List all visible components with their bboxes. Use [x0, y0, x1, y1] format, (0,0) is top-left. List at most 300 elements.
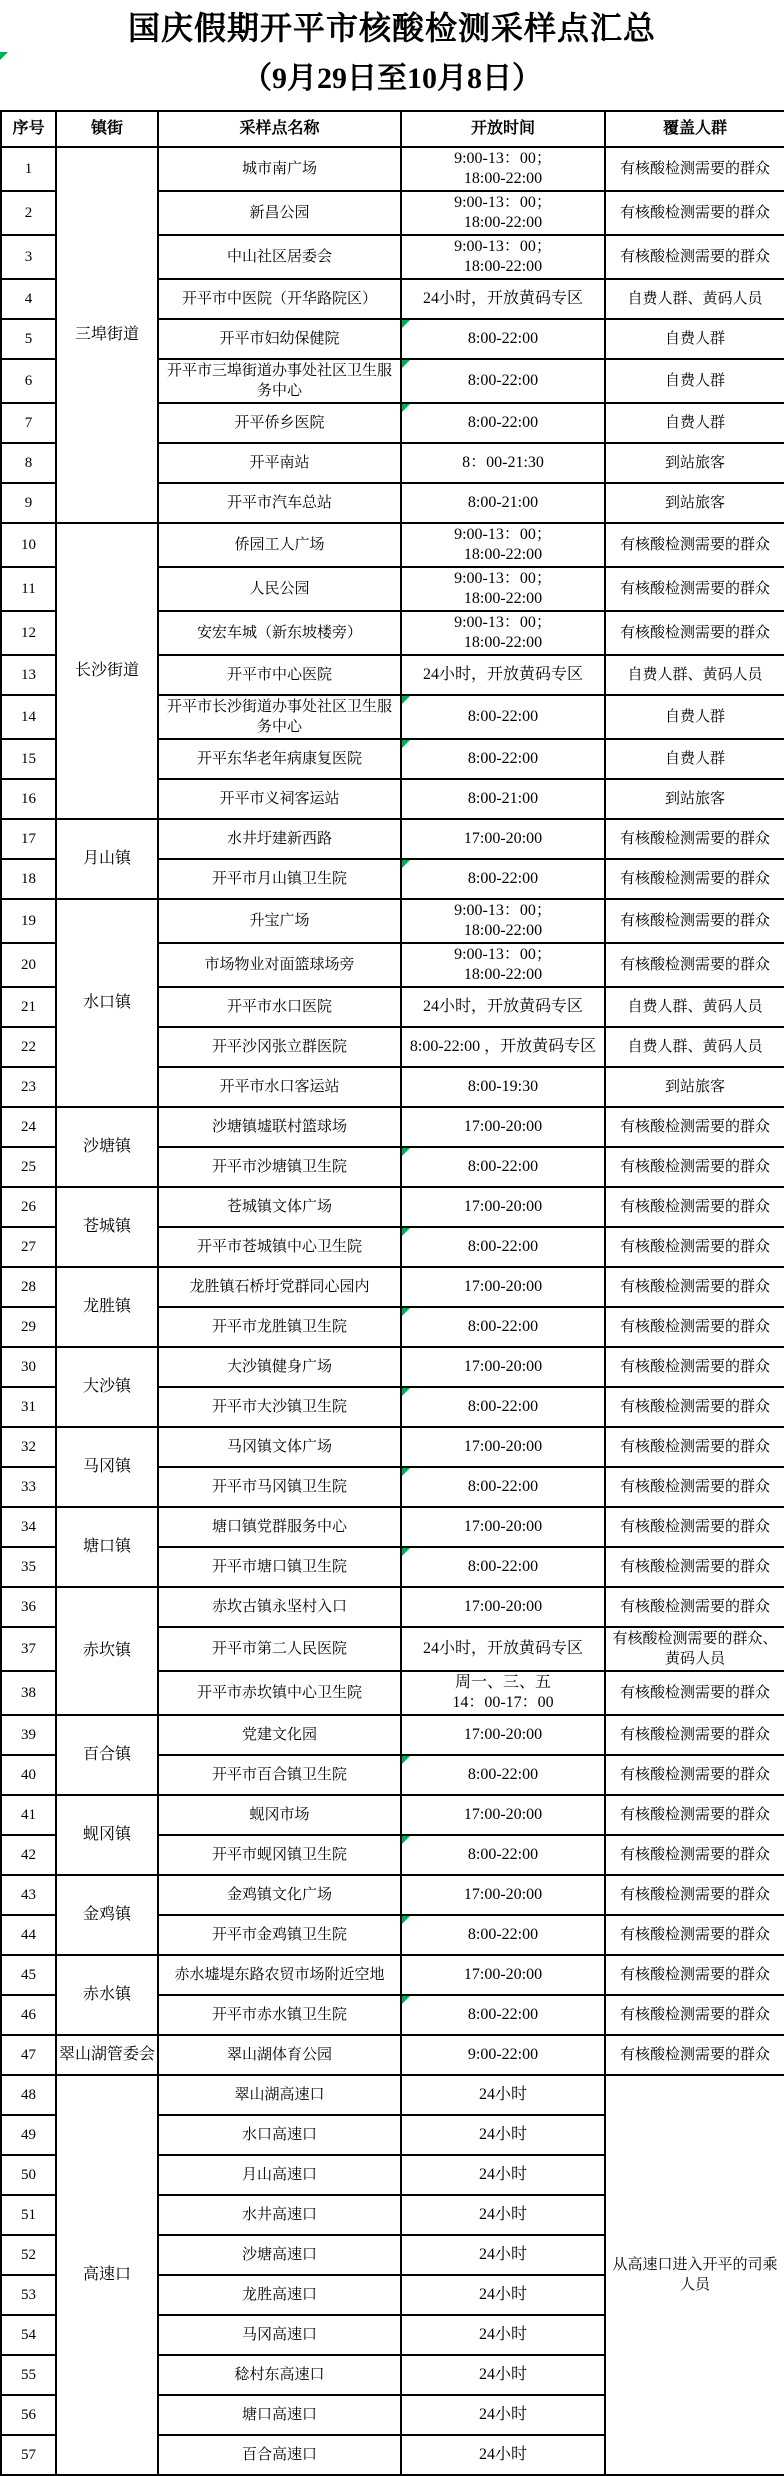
site-cell: 人民公园: [158, 567, 401, 611]
time-line: 24小时: [478, 2246, 527, 2263]
comment-marker-icon: [402, 1468, 410, 1476]
town-cell: 大沙镇: [56, 1347, 158, 1427]
site-cell: 开平市水口医院: [158, 987, 401, 1027]
site-cell: 金鸡镇文化广场: [158, 1875, 401, 1915]
table-row: [1, 2075, 784, 2115]
comment-marker-icon: [402, 360, 410, 368]
time-line: 8:00-22:00: [467, 1318, 539, 1335]
time-cell: [401, 899, 605, 943]
time-line: 8:00-22:00: [467, 2006, 539, 2023]
time-cell: [401, 779, 605, 819]
table-row: [1, 2035, 784, 2075]
table-body: [1, 147, 784, 2475]
people-cell: 有核酸检测需要的群众: [605, 819, 784, 859]
page-title-line1: 国庆假期开平市核酸检测采样点汇总: [127, 10, 656, 46]
table-row: [1, 1795, 784, 1835]
town-cell: 三埠街道: [56, 147, 158, 523]
site-cell: 开平市水口客运站: [158, 1067, 401, 1107]
people-cell: 有核酸检测需要的群众: [605, 191, 784, 235]
time-line: 17:00-20:00: [463, 1518, 543, 1535]
table-row: [1, 1875, 784, 1915]
time-cell: [401, 1587, 605, 1627]
time-line: 24小时: [478, 2406, 527, 2423]
table-row: [1, 1955, 784, 1995]
people-cell: 有核酸检测需要的群众: [605, 1427, 784, 1467]
time-cell: [401, 2435, 605, 2475]
seq-cell: 15: [1, 739, 56, 779]
table-row: [1, 147, 784, 191]
time-cell: [401, 1027, 605, 1067]
site-cell: 百合高速口: [158, 2435, 401, 2475]
people-cell: 有核酸检测需要的群众: [605, 899, 784, 943]
site-cell: 升宝广场: [158, 899, 401, 943]
comment-marker-icon: [402, 1228, 410, 1236]
time-line: 8:00-22:00: [467, 750, 539, 767]
time-line: 24小时: [478, 2446, 527, 2463]
time-cell: [401, 1227, 605, 1267]
time-cell: [401, 1387, 605, 1427]
time-line: 8:00-22:00: [467, 708, 539, 725]
seq-cell: 52: [1, 2235, 56, 2275]
people-cell: 自费人群: [605, 739, 784, 779]
time-line: 24小时: [478, 2206, 527, 2223]
seq-cell: 11: [1, 567, 56, 611]
people-cell: 自费人群、黄码人员: [605, 987, 784, 1027]
time-line: 24小时，开放黄码专区: [422, 1640, 583, 1657]
time-line: 17:00-20:00: [463, 1886, 543, 1903]
comment-marker-icon: [402, 1996, 410, 2004]
time-cell: [401, 483, 605, 523]
time-line: 8:00-22:00: [467, 414, 539, 431]
header-row: [1, 111, 784, 147]
site-cell: 水井高速口: [158, 2195, 401, 2235]
people-cell: 有核酸检测需要的群众: [605, 1755, 784, 1795]
site-cell: 开平市赤水镇卫生院: [158, 1995, 401, 2035]
people-cell: 有核酸检测需要的群众: [605, 859, 784, 899]
time-line: 18:00-22:00: [463, 590, 543, 607]
time-cell: [401, 1627, 605, 1671]
time-cell: [401, 943, 605, 987]
seq-cell: 7: [1, 403, 56, 443]
time-cell: [401, 2155, 605, 2195]
seq-cell: 19: [1, 899, 56, 943]
site-cell: 新昌公园: [158, 191, 401, 235]
seq-cell: 51: [1, 2195, 56, 2235]
site-cell: 水口高速口: [158, 2115, 401, 2155]
seq-cell: 4: [1, 279, 56, 319]
site-cell: 中山社区居委会: [158, 235, 401, 279]
table-header: [1, 111, 784, 147]
sampling-points-table: [0, 110, 784, 2476]
people-cell: 有核酸检测需要的群众: [605, 1467, 784, 1507]
people-cell: 有核酸检测需要的群众: [605, 1267, 784, 1307]
time-line: 8:00-19:30: [467, 1078, 539, 1095]
table-row: [1, 1347, 784, 1387]
time-cell: [401, 1507, 605, 1547]
time-line: 17:00-20:00: [463, 830, 543, 847]
time-line: 9:00-22:00: [467, 2046, 539, 2063]
site-cell: 侨园工人广场: [158, 523, 401, 567]
time-cell: [401, 2395, 605, 2435]
column-header: 镇街: [56, 111, 158, 147]
seq-cell: 40: [1, 1755, 56, 1795]
time-cell: [401, 443, 605, 483]
people-cell: 有核酸检测需要的群众: [605, 1387, 784, 1427]
site-cell: 水井圩建新西路: [158, 819, 401, 859]
time-cell: [401, 611, 605, 655]
site-cell: 安宏车城（新东坡楼旁）: [158, 611, 401, 655]
time-line: 9:00-13：00；: [454, 946, 552, 963]
time-cell: [401, 1835, 605, 1875]
time-line: 18:00-22:00: [463, 966, 543, 983]
time-line: 9:00-13：00；: [454, 526, 552, 543]
time-line: 9:00-13：00；: [454, 614, 552, 631]
site-cell: 马冈镇文体广场: [158, 1427, 401, 1467]
seq-cell: 55: [1, 2355, 56, 2395]
table-row: [1, 1267, 784, 1307]
time-cell: [401, 2035, 605, 2075]
comment-marker-icon: [402, 1756, 410, 1764]
seq-cell: 36: [1, 1587, 56, 1627]
table-row: [1, 1587, 784, 1627]
site-cell: 开平侨乡医院: [158, 403, 401, 443]
site-cell: 开平市沙塘镇卫生院: [158, 1147, 401, 1187]
town-cell: 苍城镇: [56, 1187, 158, 1267]
seq-cell: 37: [1, 1627, 56, 1671]
time-cell: [401, 987, 605, 1027]
town-cell: 沙塘镇: [56, 1107, 158, 1187]
seq-cell: 29: [1, 1307, 56, 1347]
table-row: [1, 1187, 784, 1227]
time-line: 8:00-22:00: [467, 1766, 539, 1783]
people-cell: 到站旅客: [605, 1067, 784, 1107]
seq-cell: 30: [1, 1347, 56, 1387]
time-line: 18:00-22:00: [463, 546, 543, 563]
time-line: 24小时: [478, 2086, 527, 2103]
seq-cell: 27: [1, 1227, 56, 1267]
seq-cell: 47: [1, 2035, 56, 2075]
time-line: 8:00-22:00: [467, 1478, 539, 1495]
time-cell: [401, 1347, 605, 1387]
time-cell: [401, 1795, 605, 1835]
site-cell: 稔村东高速口: [158, 2355, 401, 2395]
time-cell: [401, 1187, 605, 1227]
site-cell: 马冈高速口: [158, 2315, 401, 2355]
time-cell: [401, 1875, 605, 1915]
time-line: 8：00-21:30: [462, 454, 544, 471]
people-cell: 有核酸检测需要的群众: [605, 1795, 784, 1835]
time-line: 8:00-22:00: [467, 1398, 539, 1415]
site-cell: 塘口高速口: [158, 2395, 401, 2435]
time-cell: [401, 1955, 605, 1995]
time-line: 17:00-20:00: [463, 1198, 543, 1215]
people-cell: 有核酸检测需要的群众: [605, 1547, 784, 1587]
seq-cell: 38: [1, 1671, 56, 1715]
site-cell: 翠山湖高速口: [158, 2075, 401, 2115]
town-cell: 赤水镇: [56, 1955, 158, 2035]
time-cell: [401, 2195, 605, 2235]
seq-cell: 14: [1, 695, 56, 739]
people-cell: 有核酸检测需要的群众: [605, 1587, 784, 1627]
table-row: [1, 1107, 784, 1147]
column-header: 开放时间: [401, 111, 605, 147]
page-title-line2: （9月29日至10月8日）: [242, 62, 542, 95]
time-line: 24小时: [478, 2126, 527, 2143]
people-cell: 自费人群: [605, 359, 784, 403]
time-line: 17:00-20:00: [463, 1118, 543, 1135]
town-cell: 月山镇: [56, 819, 158, 899]
seq-cell: 44: [1, 1915, 56, 1955]
town-cell: 高速口: [56, 2075, 158, 2475]
site-cell: 市场物业对面篮球场旁: [158, 943, 401, 987]
comment-marker-icon: [402, 860, 410, 868]
time-line: 17:00-20:00: [463, 1278, 543, 1295]
town-cell: 翠山湖管委会: [56, 2035, 158, 2075]
time-cell: [401, 2355, 605, 2395]
time-line: 24小时，开放黄码专区: [422, 666, 583, 683]
time-line: 8:00-21:00: [467, 494, 539, 511]
site-cell: 沙塘镇墟联村篮球场: [158, 1107, 401, 1147]
seq-cell: 53: [1, 2275, 56, 2315]
people-cell: 有核酸检测需要的群众: [605, 147, 784, 191]
time-cell: [401, 1547, 605, 1587]
time-line: 周一、三、五: [454, 1674, 551, 1691]
time-cell: [401, 279, 605, 319]
site-cell: 开平市金鸡镇卫生院: [158, 1915, 401, 1955]
time-cell: [401, 1715, 605, 1755]
town-cell: 百合镇: [56, 1715, 158, 1795]
table-row: [1, 1427, 784, 1467]
time-cell: [401, 1427, 605, 1467]
comment-marker-icon: [402, 1916, 410, 1924]
time-cell: [401, 567, 605, 611]
seq-cell: 12: [1, 611, 56, 655]
seq-cell: 42: [1, 1835, 56, 1875]
time-cell: [401, 147, 605, 191]
seq-cell: 35: [1, 1547, 56, 1587]
seq-cell: 18: [1, 859, 56, 899]
time-cell: [401, 1267, 605, 1307]
seq-cell: 9: [1, 483, 56, 523]
seq-cell: 8: [1, 443, 56, 483]
town-cell: 蚬冈镇: [56, 1795, 158, 1875]
time-line: 8:00-22:00: [467, 1238, 539, 1255]
site-cell: 月山高速口: [158, 2155, 401, 2195]
seq-cell: 57: [1, 2435, 56, 2475]
column-header: 覆盖人群: [605, 111, 784, 147]
people-cell: 有核酸检测需要的群众: [605, 1671, 784, 1715]
seq-cell: 21: [1, 987, 56, 1027]
time-cell: [401, 2235, 605, 2275]
seq-cell: 56: [1, 2395, 56, 2435]
time-line: 18:00-22:00: [463, 214, 543, 231]
seq-cell: 3: [1, 235, 56, 279]
time-cell: [401, 403, 605, 443]
seq-cell: 10: [1, 523, 56, 567]
site-cell: 开平市义祠客运站: [158, 779, 401, 819]
time-line: 9:00-13：00；: [454, 194, 552, 211]
time-cell: [401, 1107, 605, 1147]
time-line: 8:00-22:00: [467, 1926, 539, 1943]
time-line: 8:00-22:00: [467, 1158, 539, 1175]
people-cell: 有核酸检测需要的群众: [605, 1187, 784, 1227]
site-cell: 龙胜镇石桥圩党群同心园内: [158, 1267, 401, 1307]
comment-marker-icon: [402, 740, 410, 748]
seq-cell: 28: [1, 1267, 56, 1307]
town-cell: 金鸡镇: [56, 1875, 158, 1955]
people-cell: 有核酸检测需要的群众: [605, 523, 784, 567]
people-cell: 有核酸检测需要的群众: [605, 1715, 784, 1755]
time-cell: [401, 1915, 605, 1955]
people-cell: 有核酸检测需要的群众: [605, 611, 784, 655]
seq-cell: 5: [1, 319, 56, 359]
time-cell: [401, 1147, 605, 1187]
people-cell: 有核酸检测需要的群众: [605, 1107, 784, 1147]
seq-cell: 16: [1, 779, 56, 819]
table-row: [1, 819, 784, 859]
site-cell: 赤水墟堤东路农贸市场附近空地: [158, 1955, 401, 1995]
seq-cell: 25: [1, 1147, 56, 1187]
time-line: 24小时: [478, 2366, 527, 2383]
time-line: 17:00-20:00: [463, 1358, 543, 1375]
seq-cell: 6: [1, 359, 56, 403]
seq-cell: 34: [1, 1507, 56, 1547]
site-cell: 开平市马冈镇卫生院: [158, 1467, 401, 1507]
site-cell: 开平市汽车总站: [158, 483, 401, 523]
time-line: 24小时: [478, 2166, 527, 2183]
time-cell: [401, 655, 605, 695]
time-line: 24小时: [478, 2286, 527, 2303]
town-cell: 水口镇: [56, 899, 158, 1107]
seq-cell: 46: [1, 1995, 56, 2035]
time-line: 17:00-20:00: [463, 1726, 543, 1743]
time-line: 24小时: [478, 2326, 527, 2343]
comment-marker-icon: [402, 1388, 410, 1396]
site-cell: 开平沙冈张立群医院: [158, 1027, 401, 1067]
seq-cell: 26: [1, 1187, 56, 1227]
seq-cell: 43: [1, 1875, 56, 1915]
time-line: 18:00-22:00: [463, 170, 543, 187]
site-cell: 沙塘高速口: [158, 2235, 401, 2275]
seq-cell: 54: [1, 2315, 56, 2355]
time-cell: [401, 1307, 605, 1347]
comment-flag-icon: [0, 52, 8, 60]
town-cell: 塘口镇: [56, 1507, 158, 1587]
time-line: 17:00-20:00: [463, 1966, 543, 1983]
time-line: 9:00-13：00；: [454, 238, 552, 255]
seq-cell: 41: [1, 1795, 56, 1835]
time-cell: [401, 2275, 605, 2315]
site-cell: 开平市苍城镇中心卫生院: [158, 1227, 401, 1267]
seq-cell: 48: [1, 2075, 56, 2115]
people-cell: 自费人群: [605, 319, 784, 359]
people-cell: 有核酸检测需要的群众: [605, 1507, 784, 1547]
time-cell: [401, 191, 605, 235]
site-cell: 龙胜高速口: [158, 2275, 401, 2315]
time-line: 9:00-13：00；: [454, 150, 552, 167]
time-cell: [401, 1067, 605, 1107]
seq-cell: 2: [1, 191, 56, 235]
comment-marker-icon: [402, 1836, 410, 1844]
column-header: 序号: [1, 111, 56, 147]
time-cell: [401, 1467, 605, 1507]
time-cell: [401, 523, 605, 567]
site-cell: 开平市百合镇卫生院: [158, 1755, 401, 1795]
people-cell: 有核酸检测需要的群众: [605, 1835, 784, 1875]
time-line: 18:00-22:00: [463, 922, 543, 939]
time-line: 24小时，开放黄码专区: [422, 290, 583, 307]
time-cell: [401, 359, 605, 403]
table-row: [1, 1507, 784, 1547]
time-line: 9:00-13：00；: [454, 570, 552, 587]
people-cell: 到站旅客: [605, 779, 784, 819]
people-cell: 有核酸检测需要的群众: [605, 1995, 784, 2035]
time-cell: [401, 1995, 605, 2035]
seq-cell: 13: [1, 655, 56, 695]
time-cell: [401, 2115, 605, 2155]
time-line: 17:00-20:00: [463, 1438, 543, 1455]
seq-cell: 23: [1, 1067, 56, 1107]
people-cell: 有核酸检测需要的群众: [605, 567, 784, 611]
site-cell: 开平市三埠街道办事处社区卫生服务中心: [158, 359, 401, 403]
people-cell: 从高速口进入开平的司乘人员: [605, 2075, 784, 2475]
time-cell: [401, 319, 605, 359]
people-cell: 到站旅客: [605, 443, 784, 483]
comment-marker-icon: [402, 1148, 410, 1156]
site-cell: 城市南广场: [158, 147, 401, 191]
time-cell: [401, 1755, 605, 1795]
site-cell: 塘口镇党群服务中心: [158, 1507, 401, 1547]
page-title: [0, 0, 784, 102]
town-cell: 龙胜镇: [56, 1267, 158, 1347]
time-cell: [401, 819, 605, 859]
time-line: 14：00-17：00: [452, 1694, 554, 1711]
comment-marker-icon: [402, 404, 410, 412]
seq-cell: 31: [1, 1387, 56, 1427]
site-cell: 开平市龙胜镇卫生院: [158, 1307, 401, 1347]
people-cell: 有核酸检测需要的群众: [605, 1915, 784, 1955]
people-cell: 有核酸检测需要的群众: [605, 1347, 784, 1387]
time-cell: [401, 1671, 605, 1715]
seq-cell: 20: [1, 943, 56, 987]
site-cell: 开平市蚬冈镇卫生院: [158, 1835, 401, 1875]
time-line: 8:00-22:00: [467, 372, 539, 389]
seq-cell: 39: [1, 1715, 56, 1755]
people-cell: 有核酸检测需要的群众: [605, 235, 784, 279]
site-cell: 开平市月山镇卫生院: [158, 859, 401, 899]
people-cell: 自费人群、黄码人员: [605, 1027, 784, 1067]
town-cell: 长沙街道: [56, 523, 158, 819]
comment-marker-icon: [402, 320, 410, 328]
site-cell: 苍城镇文体广场: [158, 1187, 401, 1227]
time-line: 24小时，开放黄码专区: [422, 998, 583, 1015]
time-cell: [401, 695, 605, 739]
time-line: 17:00-20:00: [463, 1598, 543, 1615]
people-cell: 自费人群、黄码人员: [605, 655, 784, 695]
time-cell: [401, 2315, 605, 2355]
town-cell: 赤坎镇: [56, 1587, 158, 1715]
seq-cell: 50: [1, 2155, 56, 2195]
site-cell: 开平市赤坎镇中心卫生院: [158, 1671, 401, 1715]
town-cell: 马冈镇: [56, 1427, 158, 1507]
site-cell: 蚬冈市场: [158, 1795, 401, 1835]
seq-cell: 22: [1, 1027, 56, 1067]
people-cell: 有核酸检测需要的群众: [605, 1955, 784, 1995]
people-cell: 有核酸检测需要的群众、黄码人员: [605, 1627, 784, 1671]
seq-cell: 32: [1, 1427, 56, 1467]
site-cell: 开平东华老年病康复医院: [158, 739, 401, 779]
site-cell: 开平市长沙街道办事处社区卫生服务中心: [158, 695, 401, 739]
